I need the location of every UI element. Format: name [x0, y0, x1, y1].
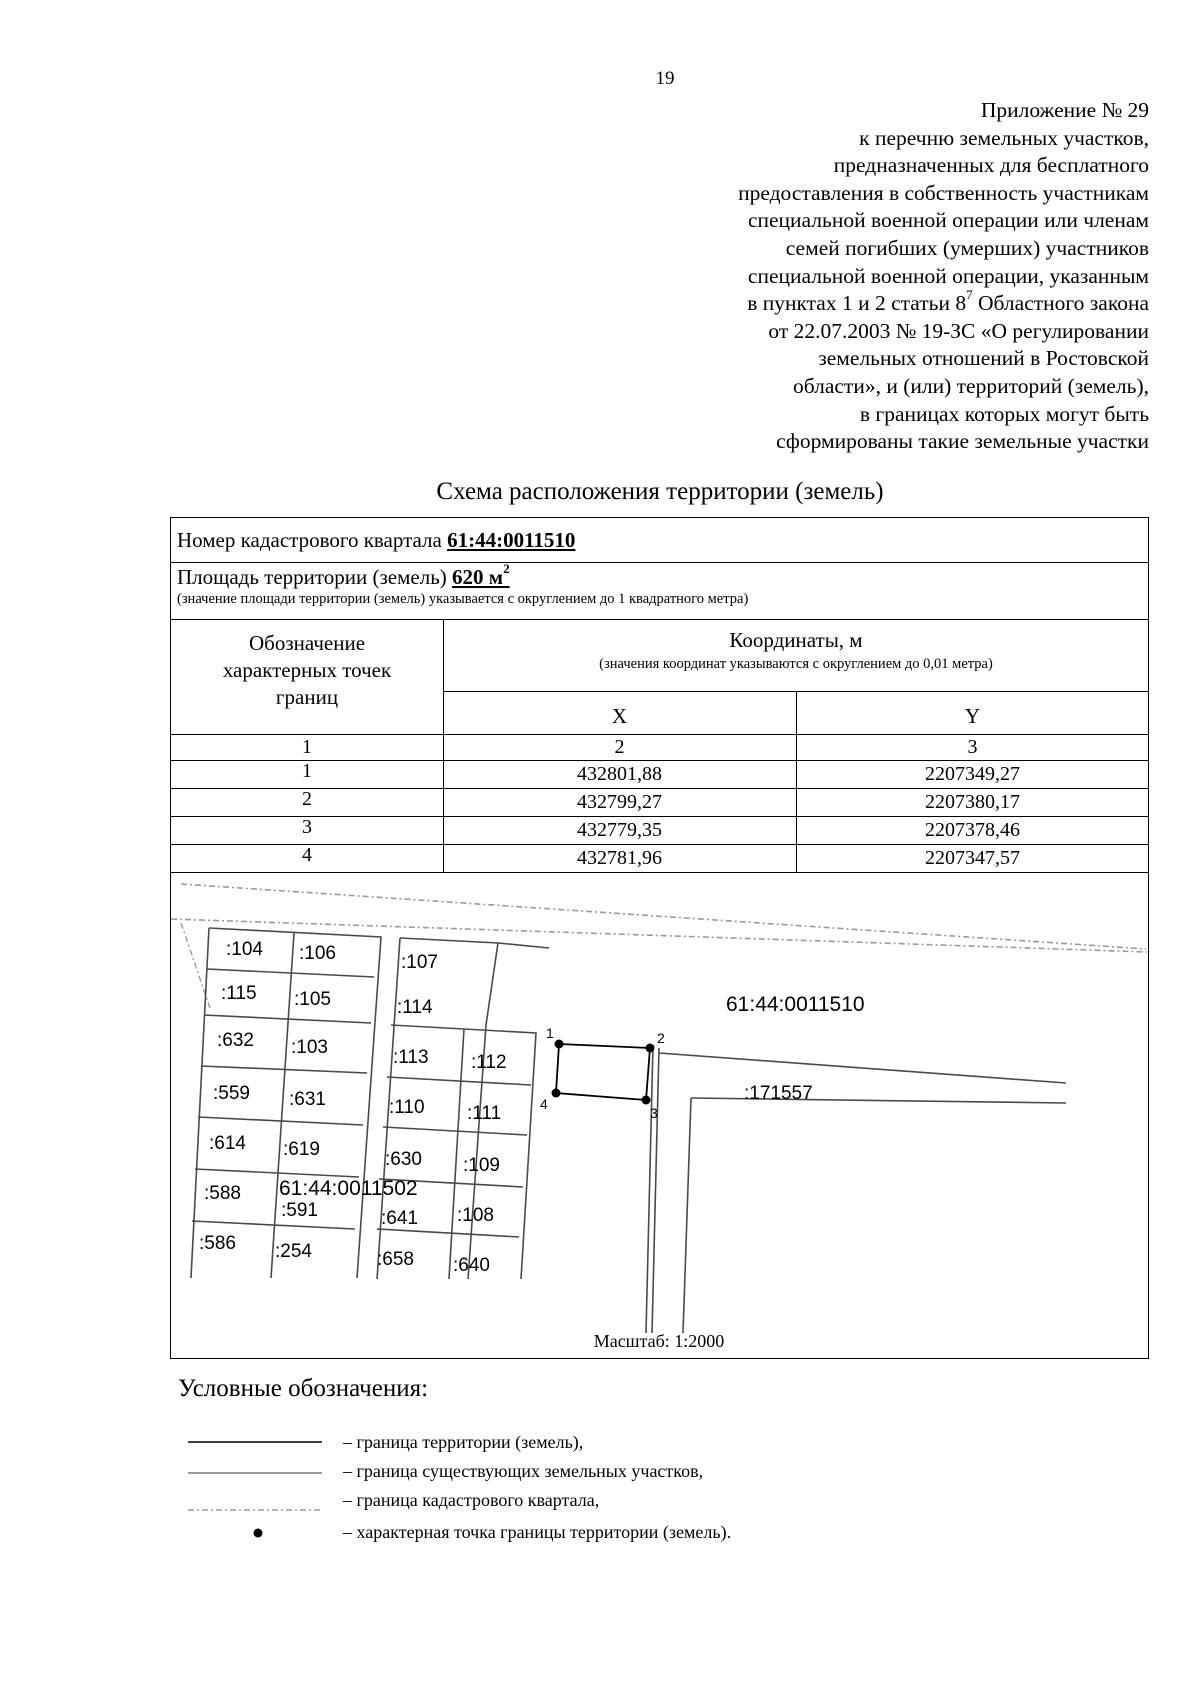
boundary-point-symbol	[188, 1522, 328, 1546]
quarter-boundary-symbol	[188, 1490, 328, 1514]
header-x: X	[611, 704, 628, 728]
parcel-label: :112	[471, 1052, 507, 1073]
header-y: Y	[964, 704, 981, 728]
appendix-line: земельных отношений в Ростовской	[818, 346, 1149, 371]
area-row	[171, 563, 1148, 620]
parcel-boundary-symbol	[188, 1461, 328, 1485]
parcel-label: :105	[294, 989, 331, 1010]
point-y: 2207347,57	[925, 847, 1020, 869]
quarter-label-other: 61:44:0011502	[279, 1177, 418, 1200]
map-drawing	[171, 873, 1147, 1358]
point-label: 2	[657, 1030, 665, 1046]
scheme-frame	[170, 517, 1149, 1359]
boundary-point-1	[555, 1040, 564, 1049]
parcel-label: :110	[389, 1097, 425, 1118]
appendix-line: к перечню земельных участков,	[859, 125, 1149, 150]
point-x: 432801,88	[577, 763, 662, 785]
boundary-point-3	[642, 1096, 651, 1105]
parcel-label: :641	[381, 1208, 418, 1229]
point-y: 2207378,46	[925, 819, 1020, 841]
appendix-line: в пунктах 1 и 2 статьи $8^7$ Областного закона	[747, 287, 1149, 316]
header-coordinates: Координаты, м (значения координат указываются с округлением до 0,01 метра)	[599, 628, 993, 672]
parcel-label: :114	[397, 997, 433, 1018]
parcel-label: :109	[463, 1155, 500, 1176]
parcel-label: :619	[283, 1139, 320, 1160]
parcel-label: :631	[289, 1089, 326, 1110]
parcel-label: :559	[213, 1083, 250, 1104]
parcel-label: :108	[457, 1205, 494, 1226]
boundary-point-2	[646, 1044, 655, 1053]
parcel-label: :111	[467, 1103, 502, 1124]
legend-title: Условные обозначения:	[178, 1375, 429, 1402]
parcel-label: :106	[299, 943, 336, 964]
point-x: 432799,27	[577, 791, 662, 813]
appendix-line: Приложение № 29	[980, 98, 1149, 122]
scheme-map	[171, 873, 1147, 1358]
parcel-label: :103	[291, 1037, 328, 1058]
legend-item: – характерная точка границы территории (земель).	[188, 1522, 888, 1546]
point-y: 2207349,27	[925, 763, 1020, 785]
area-label: Площадь территории (земель)	[177, 565, 453, 589]
point-label: 3	[650, 1105, 658, 1121]
appendix-header	[589, 97, 1149, 456]
parcel-label: :640	[453, 1255, 490, 1276]
neighbor-parcel-label: :171557	[744, 1083, 813, 1104]
scheme-title: Схема расположения территории (земель)	[436, 478, 884, 505]
point-number: 1	[302, 760, 312, 782]
appendix-line: от 22.07.2003 № 19-ЗС «О регулировании	[768, 318, 1149, 343]
appendix-line: специальной военной операции или членам	[747, 208, 1149, 233]
parcel-label: :586	[199, 1233, 236, 1254]
quarter-label-main: 61:44:0011510	[726, 993, 865, 1016]
point-y: 2207380,17	[925, 791, 1020, 813]
point-number: 3	[302, 816, 312, 838]
point-label: 1	[546, 1025, 554, 1041]
cadastral-quarter-row	[171, 518, 1148, 563]
appendix-line: специальной военной операции, указанным	[747, 263, 1149, 288]
area-note: (значение площади территории (земель) указывается с округлением до 1 квадратного метра)	[177, 591, 749, 607]
appendix-line: сформированы такие земельные участки	[776, 429, 1149, 454]
legend-item: – граница существующих земельных участков,	[188, 1461, 888, 1485]
area-value: 620 $м^2$	[452, 561, 510, 589]
appendix-line: области», и (или) территорий (земель),	[792, 373, 1149, 398]
column-number: 1	[302, 736, 312, 758]
legend-item: – граница кадастрового квартала,	[188, 1490, 888, 1514]
column-number: 3	[967, 736, 978, 758]
point-x: 432779,35	[577, 819, 662, 841]
header-designation: Обозначение характерных точек границ	[222, 631, 392, 709]
parcel-label: :104	[226, 939, 263, 960]
parcel-label: :630	[385, 1149, 422, 1170]
appendix-line: предоставления в собственность участникам	[738, 180, 1149, 205]
territory-boundary	[556, 1044, 650, 1100]
cadastral-label: Номер кадастрового квартала	[177, 528, 448, 552]
point-label: 4	[540, 1096, 548, 1112]
parcel-label: :591	[281, 1200, 318, 1221]
parcel-label: :614	[209, 1133, 246, 1154]
appendix-line: в границах которых могут быть	[859, 401, 1149, 426]
page-number: 19	[655, 68, 675, 89]
parcel-label: :115	[221, 983, 257, 1004]
scale-label: Масштаб: 1:2000	[593, 1331, 725, 1351]
column-number: 2	[614, 736, 625, 758]
appendix-line: предназначенных для бесплатного	[833, 153, 1149, 178]
parcel-label: :113	[393, 1047, 429, 1068]
legend-item: – граница территории (земель),	[188, 1432, 888, 1456]
parcel-label: :588	[204, 1183, 241, 1204]
point-x: 432781,96	[577, 847, 662, 869]
point-number: 4	[302, 844, 312, 866]
cadastral-number: 61:44:0011510	[447, 528, 576, 552]
parcel-label: :632	[217, 1030, 254, 1051]
parcel-label: :658	[377, 1249, 414, 1270]
appendix-line: семей погибших (умерших) участников	[785, 235, 1149, 260]
coordinates-table	[171, 620, 1148, 873]
point-number: 2	[302, 788, 312, 810]
boundary-point-4	[552, 1089, 561, 1098]
parcel-label: :107	[401, 952, 438, 973]
parcel-label: :254	[275, 1241, 312, 1262]
territory-boundary-symbol	[188, 1432, 328, 1456]
